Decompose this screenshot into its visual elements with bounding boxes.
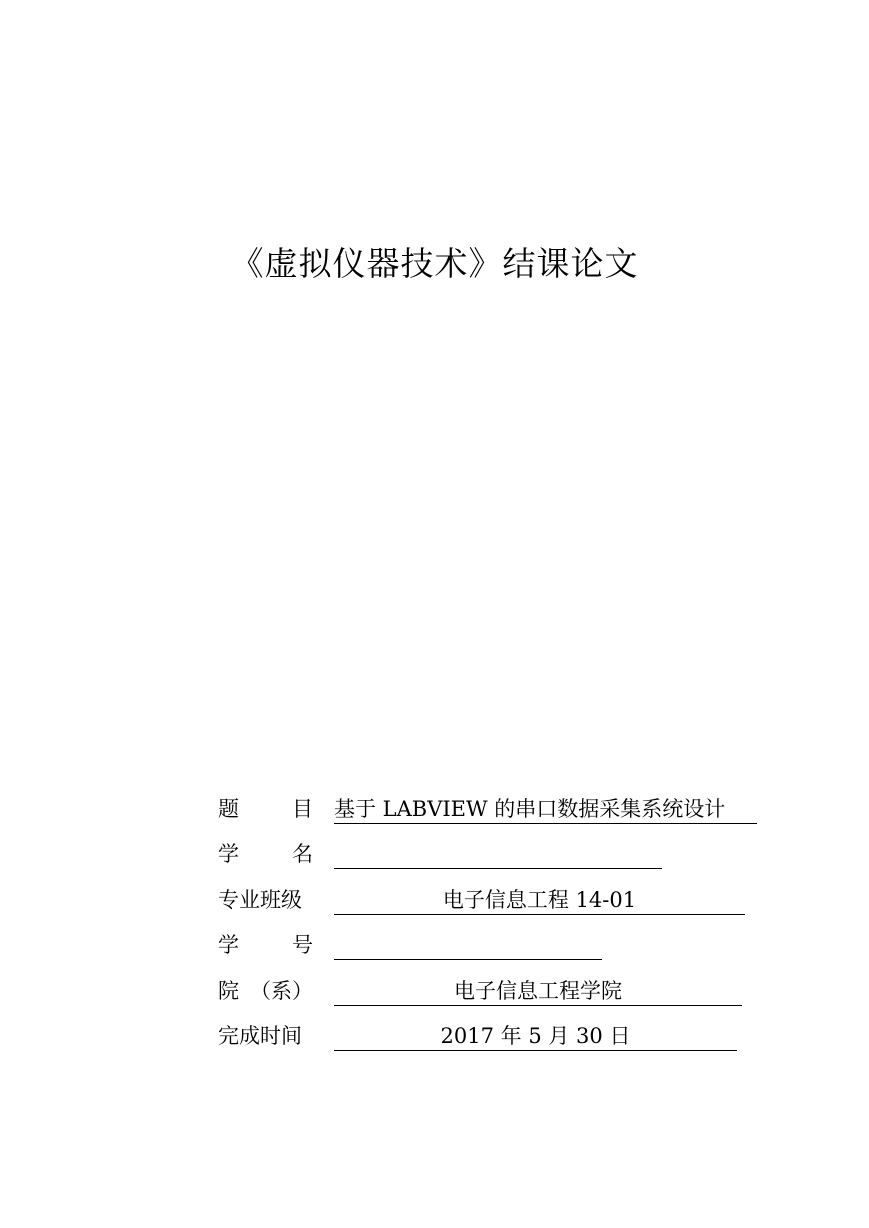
info-label-class: 专业班级 — [218, 888, 302, 912]
student-id-field — [334, 929, 602, 960]
date-value: 2017 年 5 月 30 日 — [334, 1020, 737, 1051]
info-label-student-id: 学 号 — [218, 933, 313, 957]
department-value: 电子信息工程学院 — [334, 975, 742, 1006]
info-label-topic: 题 目 — [218, 797, 313, 821]
info-label-name: 学 名 — [218, 842, 313, 866]
class-value: 电子信息工程 14-01 — [334, 884, 745, 915]
name-field — [334, 838, 662, 869]
info-label-date: 完成时间 — [218, 1024, 302, 1048]
topic-value: 基于 LABVIEW 的串口数据采集系统设计 — [334, 793, 757, 824]
info-label-department: 院 （系） — [218, 979, 313, 1003]
document-title: 《虚拟仪器技术》结课论文 — [230, 244, 639, 283]
